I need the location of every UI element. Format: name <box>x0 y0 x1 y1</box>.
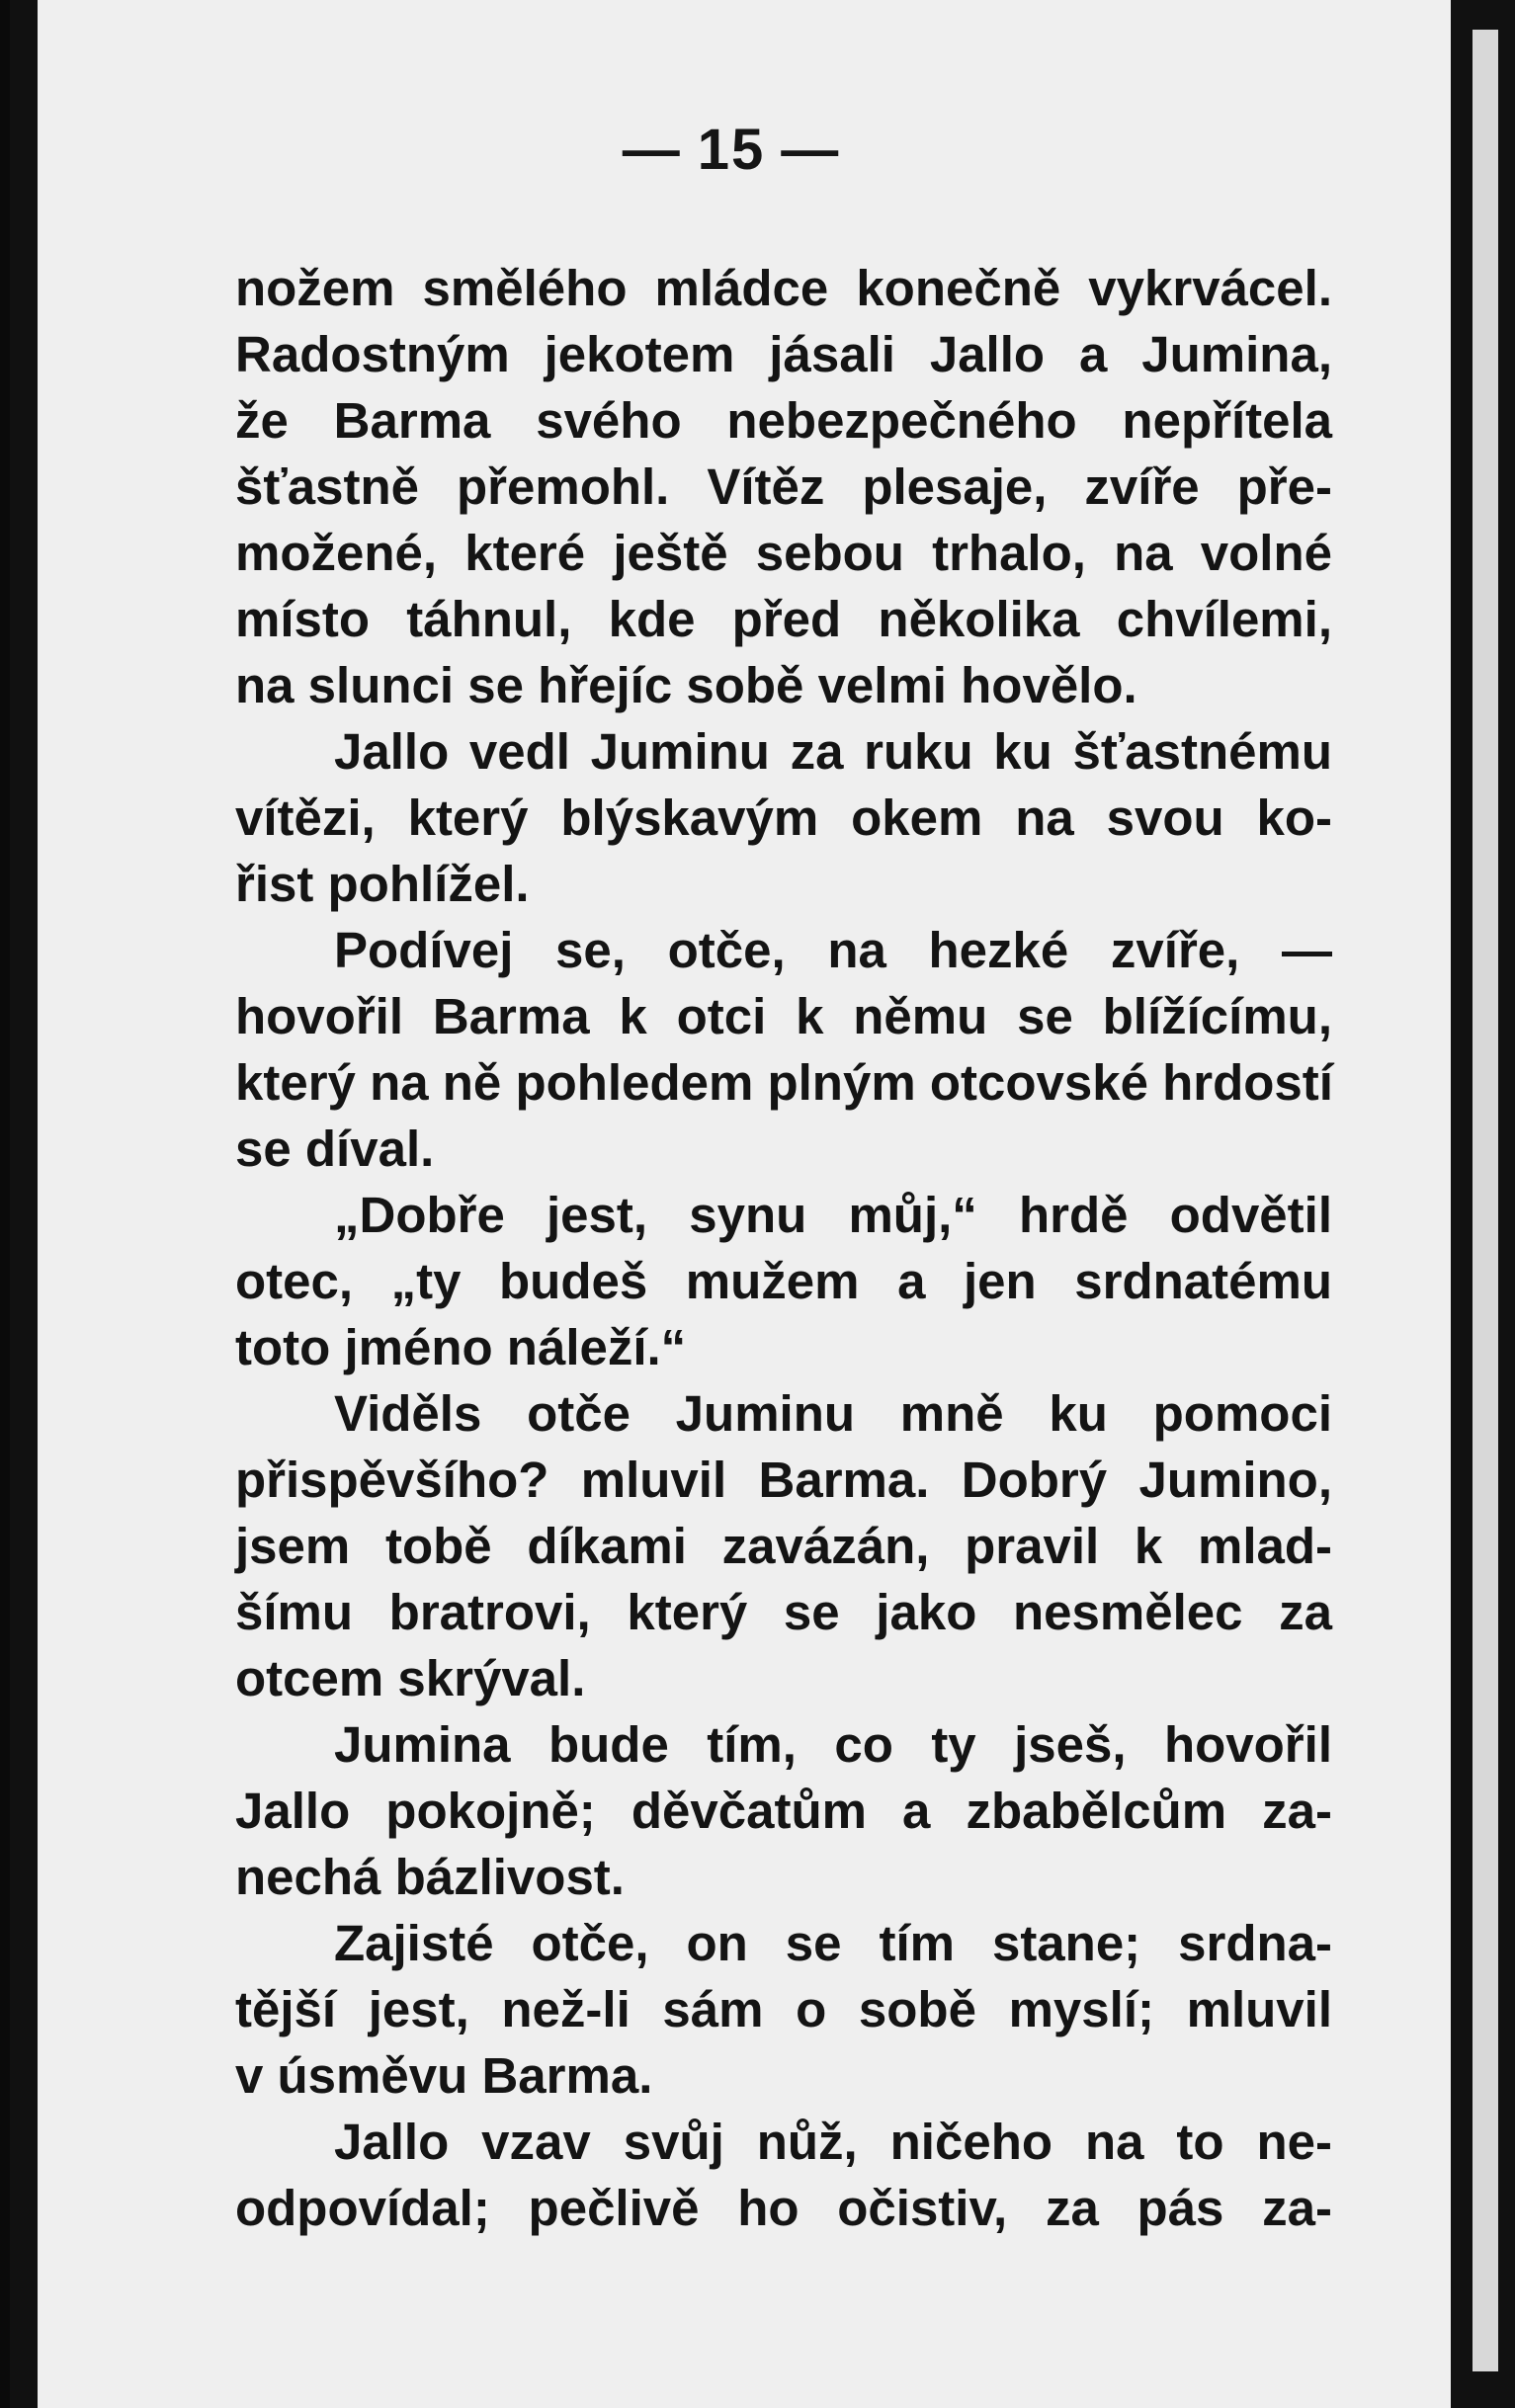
text-line: toto jméno náleží.“ <box>235 1319 687 1375</box>
text-line: tější jest, než-li sám o sobě myslí; mluvil <box>235 1981 1332 2037</box>
text-line: otec, „ty budeš mužem a jen srdnatému <box>235 1253 1332 1309</box>
text-line: Jallo vzav svůj nůž, ničeho na to ne- <box>334 2114 1332 2170</box>
text-line: na slunci se hřejíc sobě velmi hovělo. <box>235 657 1137 713</box>
text-line: Jallo pokojně; děvčatům a zbabělcům za- <box>235 1783 1332 1839</box>
text-line: který na ně pohledem plným otcovské hrdostí <box>235 1054 1333 1111</box>
text-line: v úsměvu Barma. <box>235 2047 653 2104</box>
text-line: otcem skrýval. <box>235 1650 586 1706</box>
page-number-value: 15 <box>697 118 766 182</box>
text-line: šímu bratrovi, který se jako nesmělec za <box>235 1584 1332 1640</box>
folio-dash-left: — <box>622 118 682 182</box>
text-line: odpovídal; pečlivě ho očistiv, za pás za- <box>235 2180 1332 2236</box>
text-line: Radostným jekotem jásali Jallo a Jumina, <box>235 326 1332 382</box>
body-text <box>235 255 1332 2241</box>
text-line: hovořil Barma k otci k němu se blížícímu, <box>235 988 1332 1044</box>
text-line: místo táhnul, kde před několika chvílemi, <box>235 591 1332 647</box>
page-number <box>10 117 1453 183</box>
text-line: řist pohlížel. <box>235 856 530 912</box>
text-line: že Barma svého nebezpečného nepřítela <box>235 392 1332 449</box>
text-line: Jallo vedl Juminu za ruku ku šťastnému <box>334 723 1332 780</box>
text-line: přispěvšího? mluvil Barma. Dobrý Jumino, <box>235 1452 1332 1508</box>
text-line: jsem tobě díkami zavázán, pravil k mlad- <box>235 1518 1332 1574</box>
text-line: Viděls otče Juminu mně ku pomoci <box>334 1385 1332 1442</box>
text-line: Zajisté otče, on se tím stane; srdna- <box>334 1915 1332 1971</box>
text-line: nožem smělého mládce konečně vykrvácel. <box>235 260 1332 316</box>
text-line: Jumina bude tím, co ty jseš, hovořil <box>334 1716 1332 1773</box>
book-page <box>10 0 1453 2408</box>
text-line: vítězi, který blýskavým okem na svou ko- <box>235 789 1332 846</box>
text-line: možené, které ještě sebou trhalo, na volné <box>235 525 1332 581</box>
text-line: se díval. <box>235 1121 435 1177</box>
text-line: „Dobře jest, synu můj,“ hrdě odvětil <box>334 1187 1332 1243</box>
text-line: nechá bázlivost. <box>235 1849 625 1905</box>
page-edge-shadow <box>10 0 38 2408</box>
next-page-edge <box>1473 30 1498 2371</box>
folio-dash-right: — <box>781 118 841 182</box>
text-line: Podívej se, otče, na hezké zvíře, — <box>334 922 1332 978</box>
text-line: šťastně přemohl. Vítěz plesaje, zvíře pře- <box>235 458 1332 515</box>
